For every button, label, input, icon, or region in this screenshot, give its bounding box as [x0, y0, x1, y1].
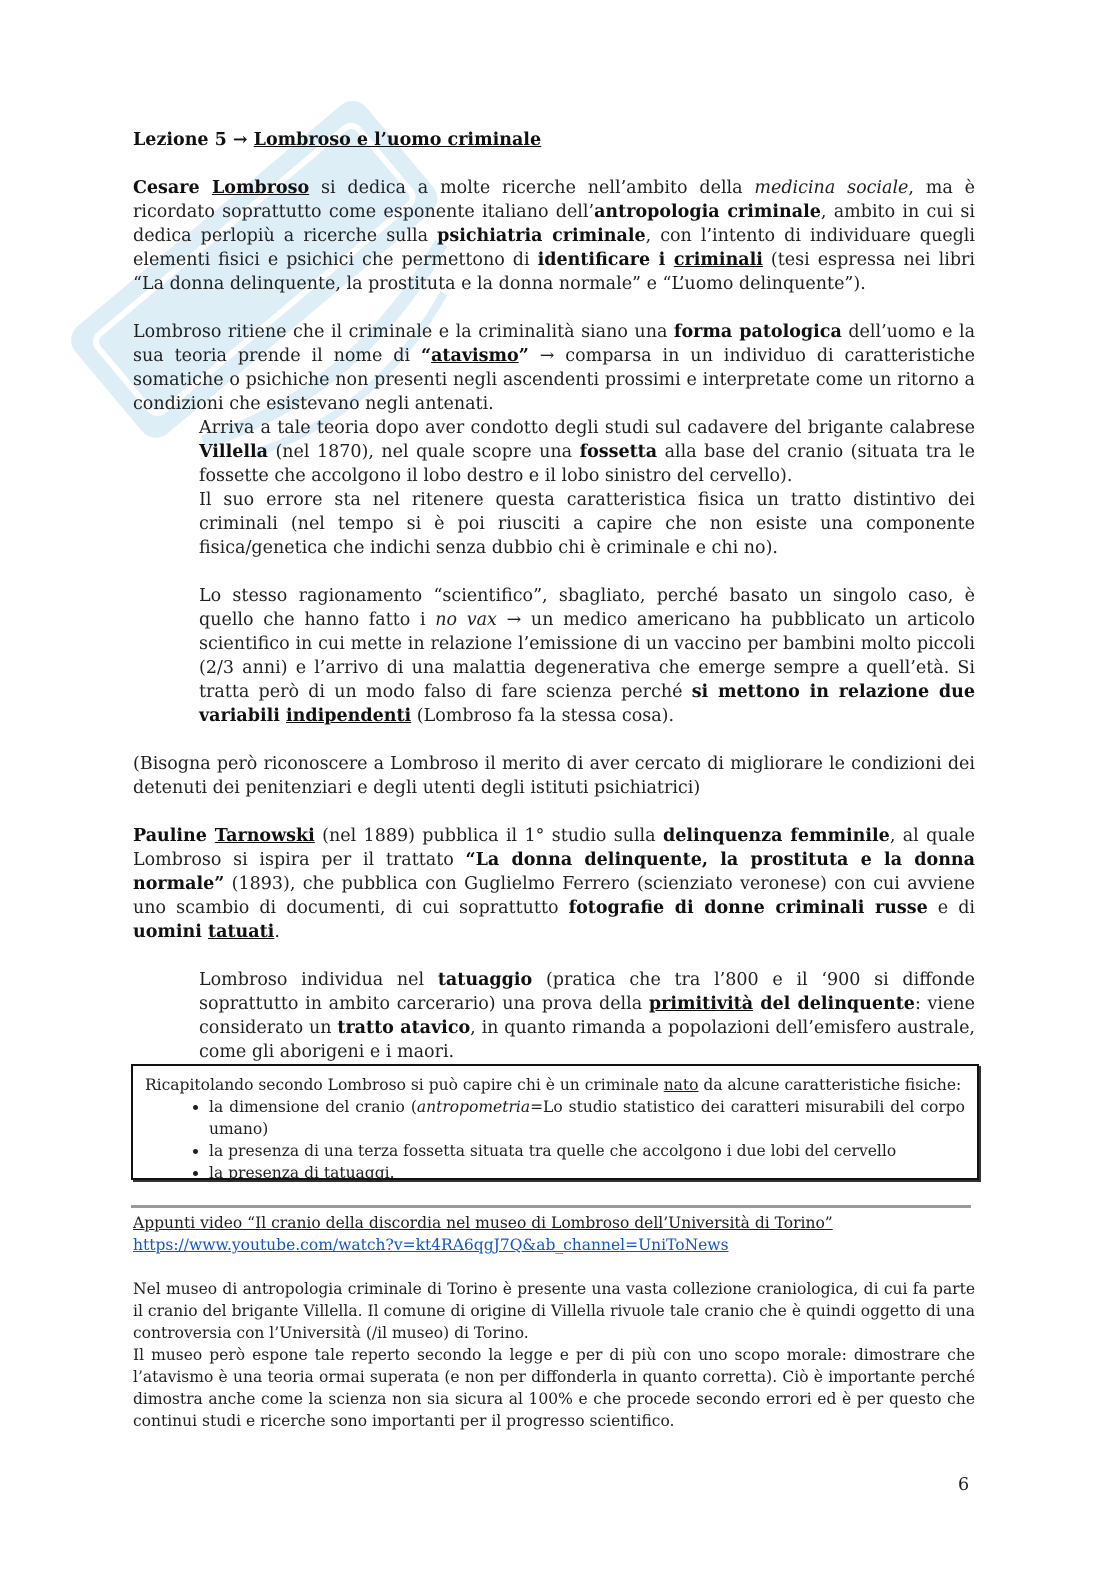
- paragraph-merit: (Bisogna però riconoscere a Lombroso il merito di aver cercato di migliorare le condizioni dei detenuti dei penitenziari e degli utenti degli istituti psichiatrici): [133, 754, 975, 798]
- paragraph-intro: Cesare Lombroso si dedica a molte ricerche nell’ambito della medicina sociale, ma è ricordato soprattutto come esponente italiano dell’antropologia criminale, ambito in cui si dedica perlopiù a ricerche sulla psichiatria criminale, con l’intento di individuare quegli elementi fisici e psichici che permettono di identificare i criminali (tesi espressa nei libri “La donna delinquente, la prostituta e la donna normale” e “L’uomo delinquente”).: [133, 178, 976, 294]
- lesson-title: Lezione 5 → Lombroso e l’uomo criminale: [133, 130, 542, 150]
- list-item: • la dimensione del cranio (antropometria=Lo studio statistico dei caratteri misurabili del corpo umano): [209, 1096, 965, 1140]
- document-body: [133, 128, 975, 1064]
- video-notes: [133, 1212, 975, 1432]
- notes-paragraph-museum: Nel museo di antropologia criminale di Torino è presente una vasta collezione craniologica, di cui fa parte il cranio del brigante Villella. Il comune di origine di Villella rivuole tale cranio che è quindi oggetto di una controversia con l’Università (/il museo) di Torino.: [133, 1280, 975, 1342]
- page-number: 6: [958, 1475, 970, 1495]
- recap-intro: Ricapitolando secondo Lombroso si può capire chi è un criminale nato da alcune caratteristiche fisiche:: [145, 1076, 962, 1094]
- video-title: Appunti video “Il cranio della discordia nel museo di Lombroso dell’Università di Torino”: [133, 1214, 833, 1232]
- paragraph-atavismo: Lombroso ritiene che il criminale e la criminalità siano una forma patologica dell’uomo e la sua teoria prende il nome di “atavismo” → comparsa in un individuo di caratteristiche somatiche o psichiche non presenti negli ascendenti prossimi e interpretate come un ritorno a condizioni che esistevano negli antenati.: [133, 322, 976, 414]
- paragraph-novax: Lo stesso ragionamento “scientifico”, sbagliato, perché basato un singolo caso, è quello che hanno fatto i no vax → un medico americano ha pubblicato un articolo scientifico in cui mette in relazione l’emissione di un vaccino per bambini molto piccoli (2/3 anni) e l’arrivo di una malattia degenerativa che emerge sempre a quell’età. Si tratta però di un modo falso di fare scienza perché si mettono in relazione due variabili indipendenti (Lombroso fa la stessa cosa).: [199, 586, 975, 726]
- paragraph-error: Il suo errore sta nel ritenere questa caratteristica fisica un tratto distintivo dei criminali (nel tempo si è poi riusciti a capire che non esiste una componente fisica/genetica che indichi senza dubbio chi è criminale e chi no).: [199, 490, 975, 558]
- paragraph-tarnowski: Pauline Tarnowski (nel 1889) pubblica il 1° studio sulla delinquenza femminile, al quale Lombroso si ispira per il trattato “La donna delinquente, la prostituta e la donna normale” (1893), che pubblica con Guglielmo Ferrero (scienziato veronese) con cui avviene uno scambio di documenti, di cui soprattutto fotografie di donne criminali russe e di uomini tatuati.: [133, 826, 976, 942]
- list-item: • la presenza di una terza fossetta situata tra quelle che accolgono i due lobi del cervello: [209, 1140, 965, 1162]
- paragraph-villella: Arriva a tale teoria dopo aver condotto degli studi sul cadavere del brigante calabrese Villella (nel 1870), nel quale scopre una fossetta alla base del cranio (situata tra le fossette che accolgono il lobo destro e il lobo sinistro del cervello).: [199, 418, 975, 486]
- recap-box: [131, 1064, 979, 1180]
- paragraph-tatuaggio: Lombroso individua nel tatuaggio (pratica che tra l’800 e il ‘900 si diffonde soprattutto in ambito carcerario) una prova della primitività del delinquente: viene considerato un tratto atavico, in quanto rimanda a popolazioni dell’emisfero australe, come gli aborigeni e i maori.: [199, 970, 975, 1062]
- video-link[interactable]: https://www.youtube.com/watch?v=kt4RA6qgJ7Q&ab_channel=UniToNews: [133, 1236, 729, 1254]
- recap-list: [145, 1096, 965, 1184]
- horizontal-divider: [131, 1205, 971, 1208]
- notes-paragraph-law: Il museo però espone tale reperto secondo la legge e per di più con uno scopo morale: dimostrare che l’atavismo è una teoria ormai superata (e non per diffonderla in quanto corretta). Ciò è importante perché dimostra anche come la scienza non sia sicura al 100% e che procede secondo errori ed è per questo che continui studi e ricerche sono importanti per il progresso scientifico.: [133, 1346, 975, 1430]
- list-item: • la presenza di tatuaggi.: [209, 1162, 965, 1184]
